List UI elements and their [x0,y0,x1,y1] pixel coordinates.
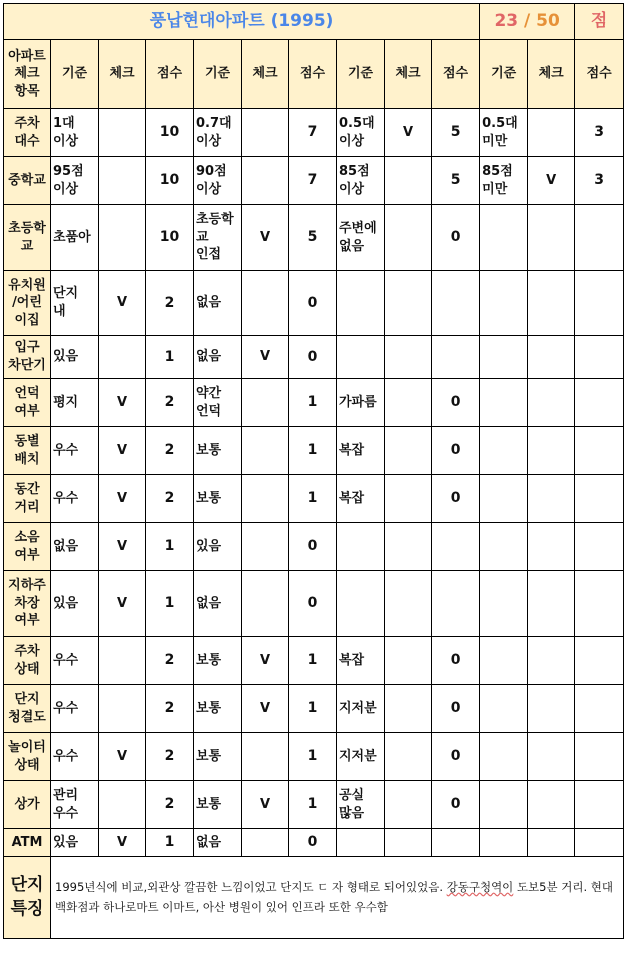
criteria-cell: 있음 [51,571,99,637]
points-cell: 1 [289,781,337,829]
criteria-cell: 지저분 [337,733,385,781]
points-cell: 0 [289,571,337,637]
criteria-cell [480,427,528,475]
check-cell [385,829,432,857]
row-item-label: 지하주 차장 여부 [4,571,51,637]
criteria-cell [337,571,385,637]
check-cell [99,109,146,157]
criteria-cell [337,271,385,336]
row-item-label: 언덕 여부 [4,379,51,427]
criteria-cell: 있음 [51,829,99,857]
criteria-cell: 복잡 [337,427,385,475]
table-row [4,427,624,475]
check-cell [528,637,575,685]
criteria-cell: 보통 [194,781,242,829]
header-check: 체크 [242,40,289,109]
check-cell [242,157,289,205]
column-header-row [4,40,624,109]
points-cell [575,571,624,637]
check-cell: V [99,271,146,336]
row-item-label: 상가 [4,781,51,829]
criteria-cell: 0.5대 이상 [337,109,385,157]
table-row [4,157,624,205]
criteria-cell: 보통 [194,733,242,781]
criteria-cell [480,336,528,379]
check-cell [385,336,432,379]
points-cell: 1 [146,336,194,379]
points-cell: 0 [432,685,480,733]
criteria-cell: 우수 [51,637,99,685]
header-check: 체크 [99,40,146,109]
check-cell [385,475,432,523]
row-item-label: 동별 배치 [4,427,51,475]
table-row [4,205,624,271]
points-cell: 1 [289,427,337,475]
criteria-cell: 약간 언덕 [194,379,242,427]
check-cell: V [528,157,575,205]
criteria-cell: 초등학 교 인접 [194,205,242,271]
header-points: 점수 [575,40,624,109]
score-separator: / [524,11,531,32]
header-points: 점수 [289,40,337,109]
criteria-cell: 복잡 [337,475,385,523]
criteria-cell: 보통 [194,427,242,475]
check-cell [99,205,146,271]
table-row [4,336,624,379]
points-cell: 5 [289,205,337,271]
table-row [4,637,624,685]
points-cell: 3 [575,109,624,157]
points-cell [575,637,624,685]
criteria-cell: 1대 이상 [51,109,99,157]
check-cell: V [99,733,146,781]
check-cell [385,271,432,336]
points-cell [575,379,624,427]
check-cell [99,157,146,205]
points-cell [432,571,480,637]
points-cell: 0 [289,829,337,857]
points-cell [432,829,480,857]
points-cell: 0 [432,379,480,427]
points-cell: 0 [289,523,337,571]
points-cell [575,475,624,523]
check-cell [528,829,575,857]
row-item-label: 동간 거리 [4,475,51,523]
points-cell: 10 [146,205,194,271]
check-cell [385,733,432,781]
points-cell [575,733,624,781]
criteria-cell: 90점 이상 [194,157,242,205]
points-cell [575,829,624,857]
check-cell: V [99,571,146,637]
points-cell [432,523,480,571]
check-cell: V [385,109,432,157]
criteria-cell: 초품아 [51,205,99,271]
points-cell: 1 [289,685,337,733]
points-cell [575,205,624,271]
points-cell [575,523,624,571]
criteria-cell [480,685,528,733]
table-row [4,271,624,336]
check-cell [242,571,289,637]
header-check: 체크 [385,40,432,109]
criteria-cell: 단지 내 [51,271,99,336]
check-cell [528,109,575,157]
criteria-cell [480,379,528,427]
header-check: 체크 [528,40,575,109]
points-cell: 10 [146,157,194,205]
criteria-cell: 주변에 없음 [337,205,385,271]
criteria-cell: 우수 [51,685,99,733]
score-total: 50 [536,11,560,32]
check-cell [385,379,432,427]
check-cell: V [99,475,146,523]
check-cell: V [242,336,289,379]
row-item-label: 놀이터 상태 [4,733,51,781]
criteria-cell [480,637,528,685]
check-cell [99,685,146,733]
table-row [4,571,624,637]
criteria-cell: 지저분 [337,685,385,733]
check-cell: V [242,781,289,829]
check-cell [385,781,432,829]
points-cell: 7 [289,157,337,205]
header-criteria: 기준 [337,40,385,109]
check-cell [385,523,432,571]
row-item-label: 초등학 교 [4,205,51,271]
points-cell: 0 [432,733,480,781]
points-cell [575,685,624,733]
features-text-underlined: 강동구청역이 [446,879,514,894]
points-cell: 3 [575,157,624,205]
criteria-cell [480,475,528,523]
score-summary [480,4,575,40]
check-cell [242,475,289,523]
row-item-label: 단지 청결도 [4,685,51,733]
check-cell [528,336,575,379]
points-cell: 1 [289,733,337,781]
criteria-cell: 없음 [194,271,242,336]
criteria-cell [480,571,528,637]
criteria-cell [480,271,528,336]
table-row [4,829,624,857]
points-cell: 1 [289,475,337,523]
check-cell: V [242,205,289,271]
points-cell: 1 [146,523,194,571]
criteria-cell: 공실 많음 [337,781,385,829]
check-cell [242,109,289,157]
header-criteria: 기준 [480,40,528,109]
features-row [4,857,624,939]
criteria-cell: 있음 [194,523,242,571]
check-cell [385,157,432,205]
points-cell: 10 [146,109,194,157]
criteria-cell [337,829,385,857]
points-cell [575,271,624,336]
criteria-cell: 우수 [51,733,99,781]
points-cell: 2 [146,379,194,427]
points-cell: 1 [146,571,194,637]
criteria-cell: 85점 미만 [480,157,528,205]
criteria-cell [337,523,385,571]
points-cell: 2 [146,271,194,336]
criteria-cell: 보통 [194,685,242,733]
header-points: 점수 [432,40,480,109]
check-cell [99,637,146,685]
points-cell: 2 [146,637,194,685]
row-item-label: 주차 대수 [4,109,51,157]
criteria-cell: 가파름 [337,379,385,427]
check-cell [385,205,432,271]
criteria-cell: 우수 [51,475,99,523]
criteria-cell: 없음 [194,829,242,857]
row-item-label: 중학교 [4,157,51,205]
points-cell: 0 [432,427,480,475]
points-cell [432,271,480,336]
points-cell [432,336,480,379]
table-row [4,475,624,523]
features-text [51,857,624,939]
score-value: 23 [494,11,519,32]
check-cell [528,685,575,733]
criteria-cell: 보통 [194,475,242,523]
check-cell [242,733,289,781]
points-cell: 5 [432,157,480,205]
check-cell [528,475,575,523]
points-cell [575,336,624,379]
header-points: 점수 [146,40,194,109]
check-cell [385,685,432,733]
header-check-items: 아파트 체크 항목 [4,40,51,109]
criteria-cell: 85점 이상 [337,157,385,205]
row-item-label: ATM [4,829,51,857]
points-cell [575,427,624,475]
points-cell [575,781,624,829]
check-cell [242,523,289,571]
features-text-part2: 도보5분 거리. 현대백화점과 하나로마트 이마트, 아산 병원이 있어 인프라 또한 우수함 [55,879,613,914]
check-cell: V [99,379,146,427]
check-cell [242,829,289,857]
check-cell: V [99,829,146,857]
points-cell: 0 [432,781,480,829]
points-cell: 1 [289,379,337,427]
check-cell [528,271,575,336]
criteria-cell: 관리 우수 [51,781,99,829]
check-cell [242,379,289,427]
criteria-cell: 없음 [194,571,242,637]
score-unit: 점 [575,4,624,40]
points-cell: 0 [432,205,480,271]
check-cell: V [99,523,146,571]
title-row [4,4,624,40]
points-cell: 5 [432,109,480,157]
criteria-cell: 없음 [194,336,242,379]
criteria-cell: 우수 [51,427,99,475]
row-item-label: 소음 여부 [4,523,51,571]
points-cell: 0 [289,271,337,336]
criteria-cell [480,829,528,857]
points-cell: 0 [432,475,480,523]
check-cell: V [99,427,146,475]
check-cell [528,781,575,829]
criteria-cell: 평지 [51,379,99,427]
table-row [4,523,624,571]
points-cell: 2 [146,427,194,475]
features-text-part1: 1995년식에 비교,외관상 깔끔한 느낌이었고 단지도 ㄷ 자 형태로 되어있었음. [55,879,447,894]
check-cell [385,571,432,637]
criteria-cell [480,205,528,271]
points-cell: 2 [146,685,194,733]
check-cell: V [242,637,289,685]
criteria-cell [480,733,528,781]
check-cell [99,781,146,829]
points-cell: 0 [432,637,480,685]
check-cell [528,205,575,271]
header-criteria: 기준 [194,40,242,109]
criteria-cell: 있음 [51,336,99,379]
check-cell [242,271,289,336]
check-cell [528,733,575,781]
row-item-label: 입구 차단기 [4,336,51,379]
check-cell [242,427,289,475]
table-row [4,109,624,157]
checklist-rows [4,109,624,857]
check-cell: V [242,685,289,733]
points-cell: 2 [146,475,194,523]
check-cell [528,523,575,571]
criteria-cell: 없음 [51,523,99,571]
check-cell [99,336,146,379]
criteria-cell: 복잡 [337,637,385,685]
check-cell [385,637,432,685]
criteria-cell [480,781,528,829]
criteria-cell: 0.5대 미만 [480,109,528,157]
check-cell [528,379,575,427]
row-item-label: 주차 상태 [4,637,51,685]
features-label: 단지 특징 [4,857,51,939]
check-cell [528,571,575,637]
criteria-cell [480,523,528,571]
points-cell: 1 [146,829,194,857]
points-cell: 2 [146,781,194,829]
criteria-cell [337,336,385,379]
table-row [4,685,624,733]
table-row [4,379,624,427]
header-criteria: 기준 [51,40,99,109]
apartment-checklist-table [3,3,624,939]
points-cell: 0 [289,336,337,379]
points-cell: 7 [289,109,337,157]
points-cell: 1 [289,637,337,685]
apartment-title: 풍납현대아파트 (1995) [4,4,480,40]
table-row [4,733,624,781]
check-cell [385,427,432,475]
table-row [4,781,624,829]
check-cell [528,427,575,475]
points-cell: 2 [146,733,194,781]
criteria-cell: 0.7대 이상 [194,109,242,157]
criteria-cell: 보통 [194,637,242,685]
row-item-label: 유치원 /어린 이집 [4,271,51,336]
criteria-cell: 95점 이상 [51,157,99,205]
